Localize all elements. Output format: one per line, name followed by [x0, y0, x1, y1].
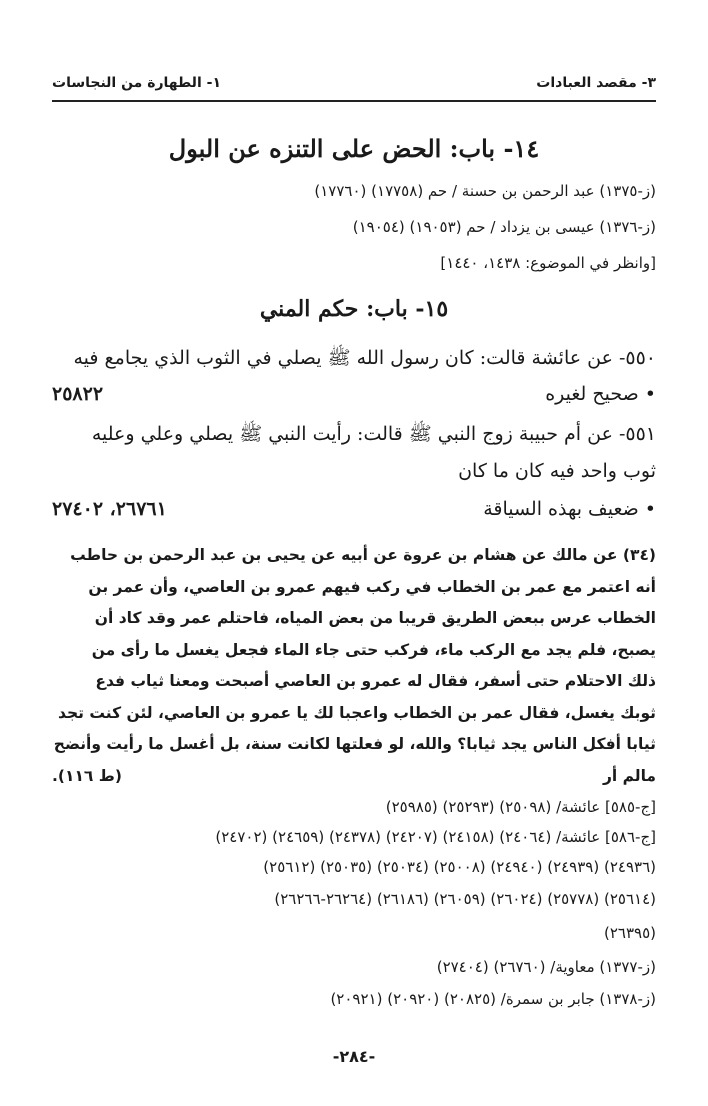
- muwatta-line: أنه اعتمر مع عمر بن الخطاب في ركب فيهم عمرو بن العاصي، وأن عمر بن: [88, 577, 656, 596]
- hadith-551-refs: ٢٦٧٦١، ٢٧٤٠٢: [52, 498, 167, 520]
- hadith-550-grade: • صحيح لغيره: [545, 383, 656, 405]
- hadith-550-grade-row: [52, 383, 656, 405]
- ref-1377: (ز-١٣٧٧) معاوية/ (٢٦٧٦٠) (٢٧٤٠٤): [436, 958, 656, 976]
- muwatta-line: ثيابا أفكل الناس يجد ثيابا؟ والله، لو فعلتها لكانت سنة، بل أغسل ما رأيت وأنضح: [53, 735, 656, 753]
- running-header: [52, 68, 656, 98]
- hadith-550-refs: ٢٥٨٢٢: [52, 383, 104, 405]
- muwatta-line: ثوبك يغسل، فقال عمر بن الخطاب واعجبا لك يا عمرو بن العاصي، لئن كنت تجد: [58, 703, 656, 722]
- hadith-551-grade: • ضعيف بهذه السياقة: [483, 498, 656, 520]
- muwatta-last-line: [52, 761, 656, 793]
- header-divider: [52, 100, 656, 102]
- muwatta-line: الخطاب عرس ببعض الطريق قريبا من بعض المياه، فاحتلم عمر وقد كاد أن: [94, 609, 656, 627]
- ref-1376: (ز-١٣٧٦) عيسى بن يزداد / حم (١٩٠٥٣) (١٩٠٥٤): [352, 218, 656, 236]
- muwatta-line-end: مالم أر: [602, 766, 656, 785]
- ref-j586-cont: (٢٤٩٣٦) (٢٤٩٣٩) (٢٤٩٤٠) (٢٥٠٠٨) (٢٥٠٣٤) (٢٥٠٣٥) (٢٥٦١٢): [263, 858, 656, 876]
- muwatta-source-ref: (ط ١١٦).: [52, 766, 122, 785]
- ref-j586: [ج-٥٨٦] عائشة/ (٢٤٠٦٤) (٢٤١٥٨) (٢٤٢٠٧) (٢٤٣٧٨) (٢٤٦٥٩) (٢٤٧٠٢): [215, 828, 656, 846]
- muwatta-line: يصبح، فلم يجد مع الركب ماء، فركب حتى جاء الماء فجعل يغسل ما رأى من: [91, 640, 656, 659]
- ref-1375: (ز-١٣٧٥) عبد الرحمن بن حسنة / حم (١٧٧٥٨) (١٧٧٦٠): [314, 182, 656, 200]
- ref-j586-cont: (٢٥٦١٤) (٢٥٧٧٨) (٢٦٠٢٤) (٢٦٠٥٩) (٢٦١٨٦) (٢٦٢٦٤-٢٦٢٦٦): [274, 890, 656, 908]
- muwatta-line: (٣٤) عن مالك عن هشام بن عروة عن أبيه عن يحيى بن عبد الرحمن بن حاطب: [70, 546, 656, 564]
- page-number: -٢٨٤-: [332, 1047, 376, 1066]
- header-book-part: ٣- مقصد العبادات: [536, 75, 656, 91]
- ref-j585: [ج-٥٨٥] عائشة/ (٢٥٠٩٨) (٢٥٢٩٣) (٢٥٩٨٥): [385, 798, 656, 816]
- muwatta-quote: [52, 540, 656, 792]
- ref-j586-cont: (٢٦٣٩٥): [603, 924, 656, 942]
- section-14-title: ١٤- باب: الحض على التنزه عن البول: [168, 134, 540, 163]
- hadith-551-grade-row: [52, 498, 656, 520]
- section-15-title: ١٥- باب: حكم المني: [259, 296, 449, 322]
- see-also-note: [وانظر في الموضوع: ١٤٣٨، ١٤٤٠]: [440, 254, 656, 272]
- header-chapter: ١- الطهارة من النجاسات: [52, 75, 221, 91]
- muwatta-line: ذلك الاحتلام حتى أسفر، فقال له عمرو بن العاصي أصبحت ومعنا ثياب فدع: [95, 672, 656, 690]
- hadith-550-text: ٥٥٠- عن عائشة قالت: كان رسول الله ﷺ يصلي في الثوب الذي يجامع فيه: [73, 347, 656, 369]
- hadith-551-text-1: ٥٥١- عن أم حبيبة زوج النبي ﷺ قالت: رأيت النبي ﷺ يصلي وعلي وعليه: [91, 423, 656, 445]
- ref-1378: (ز-١٣٧٨) جابر بن سمرة/ (٢٠٨٢٥) (٢٠٩٢٠) (٢٠٩٢١): [330, 990, 656, 1008]
- hadith-551-text-2: ثوب واحد فيه كان ما كان: [458, 460, 656, 482]
